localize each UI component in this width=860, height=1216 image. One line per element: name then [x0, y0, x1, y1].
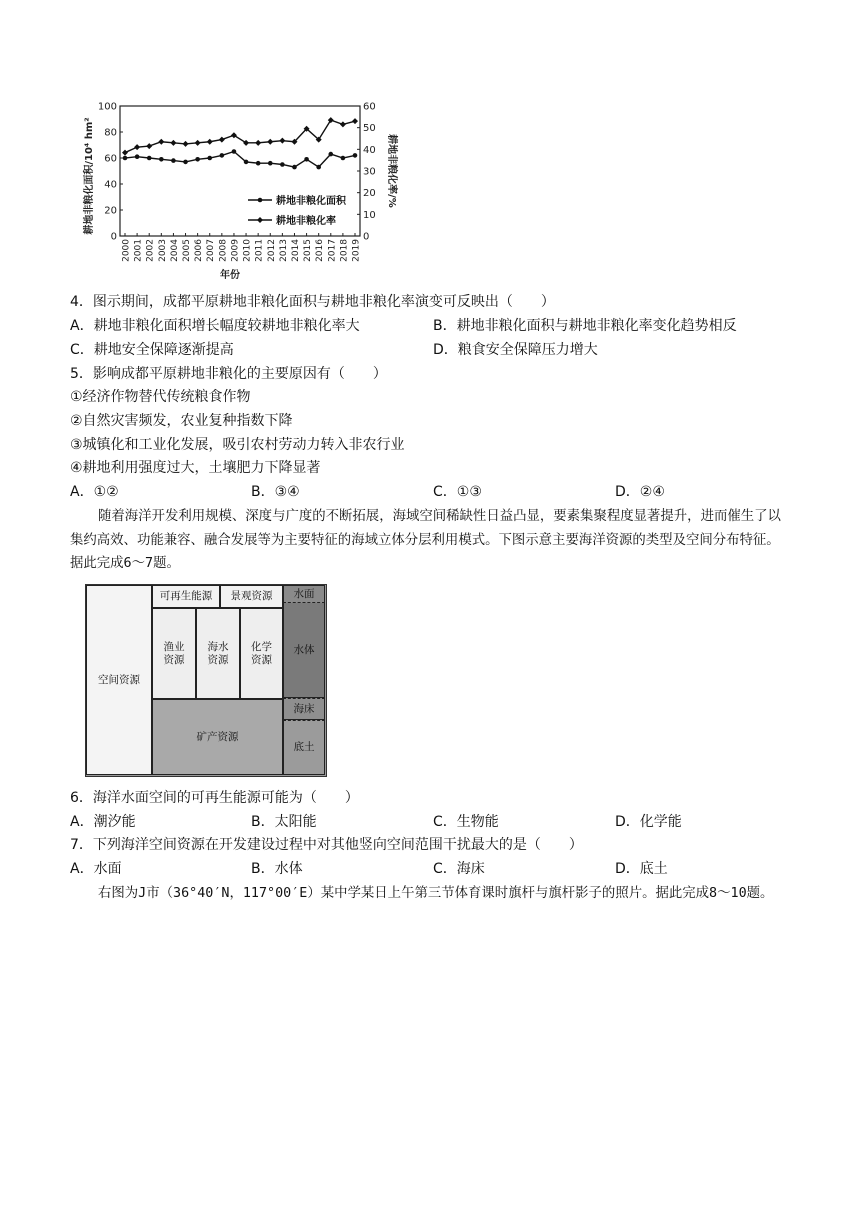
q4-option-a: A．耕地非粮化面积增长幅度较耕地非粮化率大 — [70, 318, 360, 334]
q7-option-b: B．水体 — [251, 861, 303, 877]
x-tick-label: 2018 — [339, 239, 350, 262]
x-axis-title: 年份 — [220, 270, 240, 281]
surface-layer-cell — [283, 585, 325, 603]
q6-option-b: B．太阳能 — [251, 814, 317, 830]
series-1-point — [316, 165, 321, 170]
q7-option-d: D．底土 — [615, 861, 668, 877]
series-1-point — [183, 160, 188, 165]
x-tick-label: 2000 — [121, 239, 132, 262]
legend-marker-1 — [258, 198, 263, 203]
chemical-resource-cell — [240, 608, 283, 699]
renewable-energy-label: 可再生能源 — [159, 590, 213, 602]
left-tick-label: 60 — [104, 153, 117, 165]
left-tick-label: 80 — [104, 127, 117, 139]
landscape-resource-cell — [220, 585, 283, 608]
right-tick-label: 40 — [363, 144, 376, 156]
series-2-point — [146, 143, 152, 149]
fishery-resource-cell — [152, 608, 196, 699]
series-2-point — [207, 139, 213, 145]
legend-marker-2 — [257, 217, 263, 223]
x-tick-label: 2001 — [133, 239, 144, 262]
water-layer-label: 水体 — [293, 643, 315, 656]
q5-statement-3: ③城镇化和工业化发展，吸引农村劳动力转入非农行业 — [70, 437, 405, 453]
series-1-point — [159, 157, 164, 162]
right-tick-label: 20 — [363, 188, 376, 200]
intro-q8-10: 右图为J市（36°40′N，117°00′E）某中学某日上午第三节体育课时旗杆与旗杆影子的照片。据此完成8～10题。 — [98, 886, 774, 901]
q4-option-d: D．粮食安全保障压力增大 — [433, 342, 598, 358]
x-tick-label: 2007 — [206, 239, 217, 262]
x-tick-label: 2002 — [145, 239, 156, 262]
series-1-point — [171, 158, 176, 163]
x-tick-label: 2008 — [218, 239, 229, 262]
q4-option-c: C．耕地安全保障逐渐提高 — [70, 342, 234, 358]
q5-stem: 5．影响成都平原耕地非粮化的主要原因有（ ） — [70, 366, 387, 382]
x-tick-label: 2004 — [169, 239, 180, 262]
subsoil-layer-cell — [283, 720, 325, 775]
x-tick-label: 2017 — [327, 239, 338, 262]
series-2-point — [122, 150, 128, 156]
series-1-point — [353, 153, 358, 158]
series-1-point — [256, 161, 261, 166]
series-1-point — [304, 157, 309, 162]
x-tick-label: 2015 — [303, 239, 314, 262]
q5-statement-4: ④耕地利用强度过大，土壤肥力下降显著 — [70, 460, 321, 476]
space-resource-cell — [86, 585, 152, 775]
q5-option-d: D．②④ — [615, 484, 665, 500]
series-2-point — [279, 138, 285, 144]
series-2-point — [267, 139, 273, 145]
series-1-point — [341, 156, 346, 161]
right-axis-title: 耕地非粮化率/% — [386, 134, 397, 208]
renewable-energy-cell — [152, 585, 220, 608]
series-2-point — [195, 140, 201, 146]
q6-stem: 6．海洋水面空间的可再生能源可能为（ ） — [70, 790, 359, 806]
series-2-point — [170, 140, 176, 146]
q6-option-d: D．化学能 — [615, 814, 682, 830]
series-2-point — [219, 137, 225, 143]
series-line-2 — [125, 120, 355, 153]
series-1-point — [232, 149, 237, 154]
series-1-point — [328, 152, 333, 157]
left-tick-label: 40 — [104, 179, 117, 191]
mineral-resource-label: 矿产资源 — [196, 730, 239, 743]
q5-statement-1: ①经济作物替代传统粮食作物 — [70, 389, 251, 405]
series-2-point — [352, 118, 358, 124]
series-1-point — [292, 165, 297, 170]
left-tick-label: 20 — [104, 205, 117, 217]
series-2-point — [158, 139, 164, 145]
series-1-point — [280, 162, 285, 167]
x-tick-label: 2010 — [242, 239, 253, 262]
series-1-point — [195, 157, 200, 162]
left-tick-label: 100 — [97, 101, 117, 113]
fishery-resource-label: 渔业 资源 — [163, 640, 185, 666]
landscape-resource-label: 景观资源 — [230, 590, 273, 602]
x-tick-label: 2009 — [230, 239, 241, 262]
seawater-resource-label: 海水 资源 — [207, 640, 229, 666]
x-tick-label: 2013 — [278, 239, 289, 262]
surface-layer-label: 水面 — [293, 587, 315, 600]
q6-option-a: A．潮汐能 — [70, 814, 136, 830]
q4-stem: 4．图示期间，成都平原耕地非粮化面积与耕地非粮化率演变可反映出（ ） — [70, 294, 555, 310]
legend-label-2: 耕地非粮化率 — [276, 216, 336, 227]
series-1-point — [244, 160, 249, 165]
ocean-resource-diagram — [85, 584, 327, 777]
series-1-point — [135, 154, 140, 159]
right-tick-label: 10 — [363, 209, 376, 221]
chemical-resource-label: 化学 资源 — [251, 640, 272, 666]
x-tick-label: 2014 — [290, 239, 301, 262]
subsoil-layer-label: 底土 — [293, 741, 315, 753]
series-2-point — [340, 121, 346, 127]
right-tick-label: 30 — [363, 166, 376, 178]
series-1-point — [207, 156, 212, 161]
x-tick-label: 2019 — [351, 239, 362, 262]
q5-option-a: A．①② — [70, 484, 119, 500]
right-tick-label: 50 — [363, 123, 376, 135]
series-1-point — [147, 156, 152, 161]
q7-option-a: A．水面 — [70, 861, 122, 877]
right-tick-label: 60 — [363, 101, 376, 113]
series-1-point — [220, 153, 225, 158]
water-layer-cell — [283, 603, 325, 698]
seawater-resource-cell — [196, 608, 240, 699]
series-2-point — [183, 141, 189, 147]
q5-option-c: C．①③ — [433, 484, 482, 500]
seabed-layer-cell — [283, 698, 325, 720]
x-tick-label: 2012 — [266, 239, 277, 262]
series-2-point — [255, 140, 261, 146]
q7-stem: 7．下列海洋空间资源在开发建设过程中对其他竖向空间范围干扰最大的是（ ） — [70, 837, 583, 853]
x-tick-label: 2005 — [182, 239, 193, 262]
left-tick-label: 0 — [110, 231, 117, 243]
x-tick-label: 2003 — [157, 239, 168, 262]
series-2-point — [134, 144, 140, 150]
intro-q6-7: 随着海洋开发利用规模、深度与广度的不断拓展，海域空间稀缺性日益凸显，要素集聚程度显著提升，进而催生了以集约高效、功能兼容、融合发展等为主要特征的海域立体分层利用模式。下图示意主要海洋资源的类型及空间分布特征。据此完成6～7题。 — [70, 509, 781, 571]
q6-option-c: C．生物能 — [433, 814, 499, 830]
q4-option-b: B．耕地非粮化面积与耕地非粮化率变化趋势相反 — [433, 318, 737, 334]
x-tick-label: 2011 — [254, 239, 265, 262]
left-axis-title: 耕地非粮化面积/10⁴ hm² — [84, 117, 95, 235]
q5-option-b: B．③④ — [251, 484, 300, 500]
seabed-layer-label: 海床 — [293, 702, 315, 715]
line-chart — [78, 96, 408, 286]
mineral-resource-cell — [152, 699, 283, 775]
q7-option-c: C．海床 — [433, 861, 485, 877]
right-tick-label: 0 — [363, 231, 370, 243]
q5-statement-2: ②自然灾害频发，农业复种指数下降 — [70, 413, 293, 429]
space-resource-label: 空间资源 — [98, 673, 140, 686]
x-tick-label: 2016 — [315, 239, 326, 262]
legend-label-1: 耕地非粮化面积 — [276, 196, 346, 207]
series-1-point — [123, 156, 128, 161]
x-tick-label: 2006 — [194, 239, 205, 262]
series-1-point — [268, 161, 273, 166]
chart-svg — [78, 96, 408, 286]
